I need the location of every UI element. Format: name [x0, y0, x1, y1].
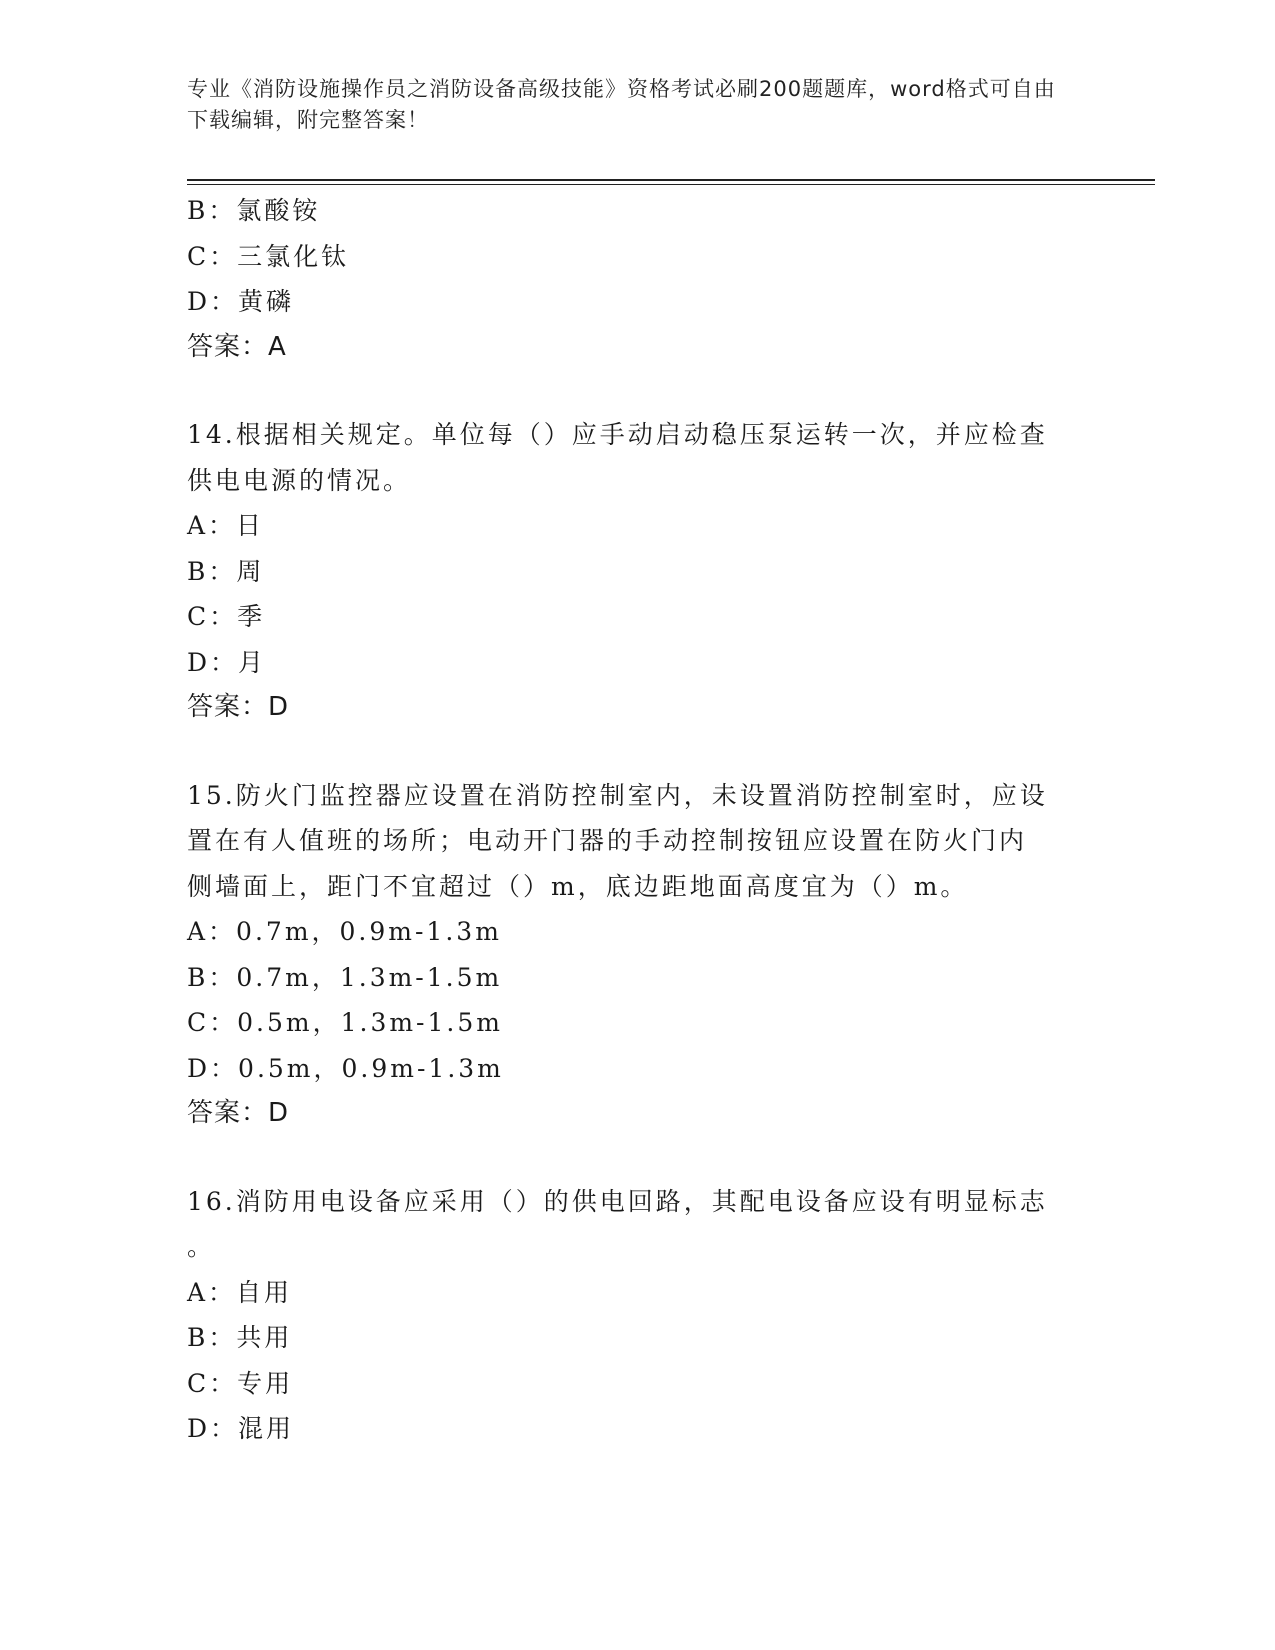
option-c: C：三氯化钛	[187, 241, 350, 271]
option-a: A：自用	[187, 1277, 293, 1307]
question-text-line: 置在有人值班的场所；电动开门器的手动控制按钮应设置在防火门内	[187, 826, 1028, 855]
question-text-line: 供电电源的情况。	[187, 465, 412, 495]
question-text-line: 侧墙面上，距门不宜超过（）m，底边距地面高度宜为（）m。	[187, 871, 969, 901]
question-text-line: 15.防火门监控器应设置在消防控制室内，未设置消防控制室时，应设	[187, 780, 1048, 810]
header-rule-thin	[187, 184, 1155, 185]
spacer	[187, 731, 1077, 773]
answer-label: 答案：A	[187, 331, 287, 362]
question-text-line: 。	[187, 1232, 216, 1261]
option-c: C：季	[187, 602, 266, 631]
answer-label: 答案：D	[187, 1098, 290, 1128]
question-16	[187, 1179, 1077, 1452]
option-b: B：周	[187, 556, 265, 586]
question-14	[187, 412, 1077, 731]
option-d: D：0.5m，0.9m-1.3m	[187, 1053, 504, 1083]
option-b: B：氯酸铵	[187, 196, 321, 225]
option-a: A：0.7m，0.9m-1.3m	[187, 917, 502, 946]
question-13-partial	[187, 188, 1077, 370]
option-b: B：共用	[187, 1323, 293, 1352]
answer-label: 答案：D	[187, 692, 290, 722]
option-a: A：日	[187, 511, 265, 540]
question-text-line: 14.根据相关规定。单位每（）应手动启动稳压泵运转一次，并应检查	[187, 420, 1048, 449]
page-header: 专业《消防设施操作员之消防设备高级技能》资格考试必刷200题题库，word格式可自由下载编辑，附完整答案！	[187, 77, 1056, 132]
option-c: C：0.5m，1.3m-1.5m	[187, 1008, 503, 1037]
option-d: D：混用	[187, 1414, 295, 1443]
spacer	[187, 1137, 1077, 1179]
spacer	[187, 370, 1077, 412]
option-b: B：0.7m，1.3m-1.5m	[187, 962, 503, 992]
question-list	[187, 188, 1077, 1452]
question-text-line: 16.消防用电设备应采用（）的供电回路，其配电设备应设有明显标志	[187, 1186, 1048, 1216]
question-15	[187, 773, 1077, 1137]
option-d: D：月	[187, 647, 267, 677]
option-d: D：黄磷	[187, 287, 295, 316]
option-c: C：专用	[187, 1368, 294, 1398]
header-rule-thick	[187, 179, 1155, 181]
